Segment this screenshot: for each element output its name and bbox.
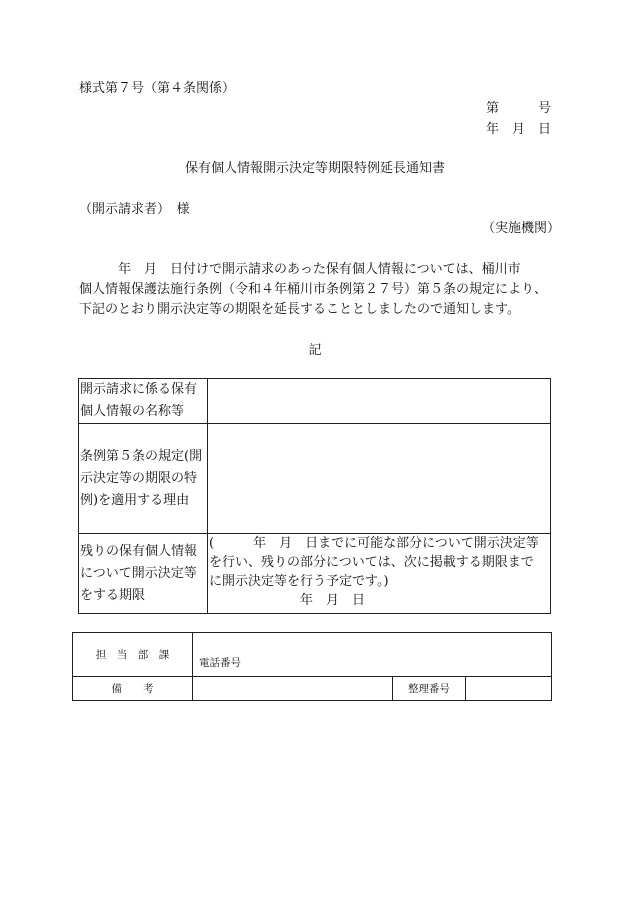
addressee: （開示請求者） 様 (79, 202, 190, 217)
deadline-field[interactable] (208, 534, 551, 614)
row-label-deadline (79, 534, 208, 614)
table-row (79, 379, 551, 424)
office-table (72, 632, 552, 701)
row-label-reason (79, 424, 208, 534)
table-row (73, 677, 552, 701)
remarks-label: 備 考 (73, 677, 193, 701)
label-line: 条例第５条の規定(開 (80, 448, 203, 464)
dept-label: 担 当 部 課 (73, 633, 193, 677)
label-line: をする期限 (80, 587, 146, 603)
info-name-field[interactable] (208, 379, 551, 424)
sender-agency: （実施機関） (482, 221, 561, 236)
label-line: 例)を適用する理由 (80, 492, 190, 508)
phone-label: 電話番号 (199, 657, 241, 669)
label-line: 残りの保有個人情報 (80, 543, 198, 559)
body-line-2: 個人情報保護法施行条例（令和４年桶川市条例第２７号）第５条の規定により、 (79, 282, 548, 297)
table-row (73, 633, 552, 677)
row-label-info-name (79, 379, 208, 424)
value-line: を行い、残りの部分については、次に掲載する期限まで (209, 555, 534, 570)
issue-date: 年 月 日 (486, 122, 552, 137)
form-number: 様式第７号（第４条関係） (79, 81, 236, 96)
dept-field[interactable] (193, 633, 552, 677)
details-table (78, 378, 551, 614)
remarks-field[interactable] (193, 677, 393, 701)
page-title: 保有個人情報開示決定等期限特例延長通知書 (184, 161, 445, 176)
ref-number-field[interactable] (465, 677, 551, 701)
label-line: 開示請求に係る保有 (80, 382, 198, 397)
table-row (79, 534, 551, 614)
value-line: に開示決定等を行う予定です。) (209, 574, 389, 589)
label-line: 示決定等の期限の特 (80, 470, 198, 486)
value-line: ( 年 月 日までに可能な部分について開示決定等 (209, 536, 539, 551)
label-line: 個人情報の名称等 (80, 404, 185, 419)
ref-number-label: 整理番号 (393, 677, 465, 701)
reason-field[interactable] (208, 424, 551, 534)
value-line: 年 月 日 (209, 593, 366, 608)
ki-marker: 記 (308, 343, 322, 358)
body-line-3: 下記のとおり開示決定等の期限を延長することとしましたので通知します。 (79, 302, 520, 317)
body-line-1: 年 月 日付けで開示請求のあった保有個人情報については、桶川市 (79, 262, 521, 277)
label-line: について開示決定等 (80, 565, 197, 581)
table-row (79, 424, 551, 534)
document-number: 第 号 (486, 101, 552, 116)
